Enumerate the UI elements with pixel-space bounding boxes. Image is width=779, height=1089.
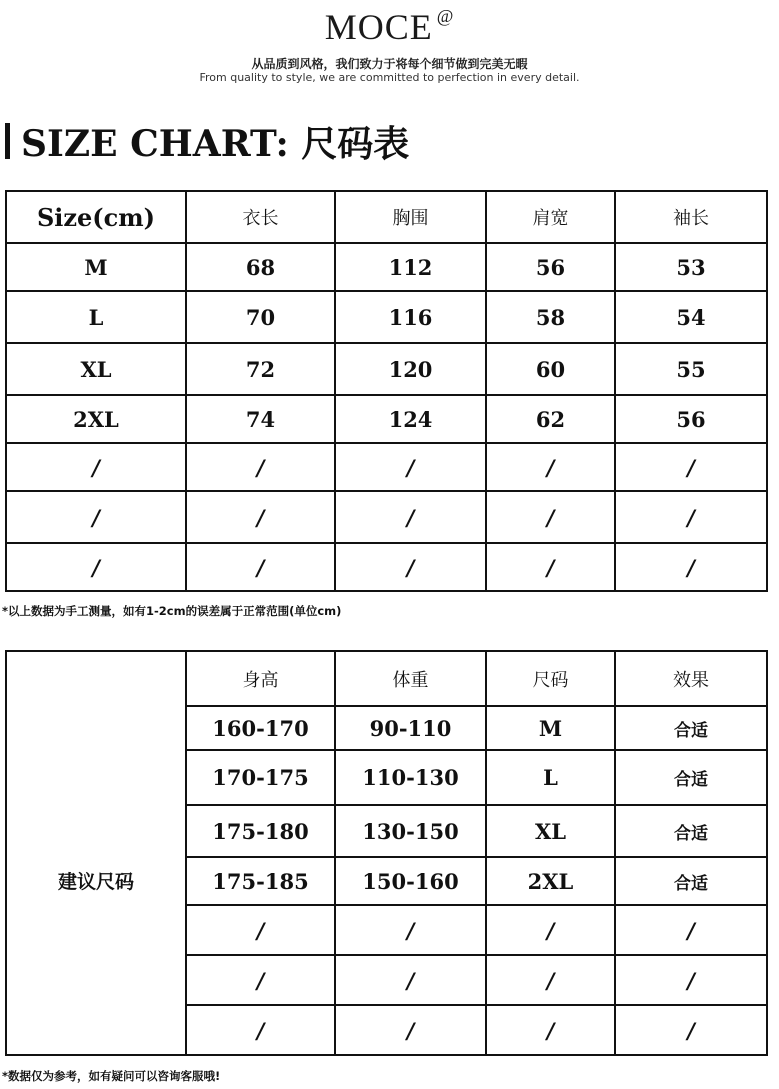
cell-size-code: XL (486, 805, 615, 857)
title-bar (5, 123, 10, 159)
cell-chest: / (335, 491, 486, 543)
table-row (6, 243, 767, 291)
header-shoulder: 肩宽 (486, 191, 615, 243)
cell-sleeve: / (615, 491, 767, 543)
cell-shoulder: / (486, 543, 615, 591)
header-height: 身高 (186, 651, 335, 706)
cell-sleeve: 53 (615, 243, 767, 291)
cell-sleeve: / (615, 543, 767, 591)
cell-height: 170-175 (186, 750, 335, 805)
cell-weight: / (335, 1005, 486, 1055)
cell-shoulder: 56 (486, 243, 615, 291)
cell-effect: 合适 (615, 750, 767, 805)
page-title (5, 116, 409, 166)
cell-size: / (6, 443, 186, 491)
table-row (6, 443, 767, 491)
cell-sleeve: 54 (615, 291, 767, 343)
cell-weight: 150-160 (335, 857, 486, 905)
header-size-code: 尺码 (486, 651, 615, 706)
cell-chest: / (335, 543, 486, 591)
cell-height: / (186, 1005, 335, 1055)
cell-length: 72 (186, 343, 335, 395)
cell-size-code: / (486, 1005, 615, 1055)
cell-shoulder: 62 (486, 395, 615, 443)
cell-size-code: L (486, 750, 615, 805)
header-chest: 胸围 (335, 191, 486, 243)
cell-size: L (6, 291, 186, 343)
cell-size: XL (6, 343, 186, 395)
table-row (6, 395, 767, 443)
cell-height: / (186, 955, 335, 1005)
cell-weight: / (335, 905, 486, 955)
table-row (6, 291, 767, 343)
cell-sleeve: 55 (615, 343, 767, 395)
recommend-size-label: 建议尺码 (6, 706, 186, 1055)
header-effect: 效果 (615, 651, 767, 706)
cell-size: / (6, 543, 186, 591)
cell-height: 175-185 (186, 857, 335, 905)
cell-size: / (6, 491, 186, 543)
cell-effect: / (615, 905, 767, 955)
table-row (6, 491, 767, 543)
cell-effect: 合适 (615, 857, 767, 905)
cell-shoulder: 60 (486, 343, 615, 395)
cell-shoulder: 58 (486, 291, 615, 343)
cell-effect: 合适 (615, 706, 767, 750)
cell-length: 74 (186, 395, 335, 443)
cell-effect: 合适 (615, 805, 767, 857)
cell-shoulder: / (486, 491, 615, 543)
cell-sleeve: 56 (615, 395, 767, 443)
page-title-text: SIZE CHART: 尺码表 (21, 122, 410, 165)
brand-name: MOCE (324, 7, 433, 47)
recommend-table-header (6, 651, 767, 706)
cell-chest: 120 (335, 343, 486, 395)
cell-height: 175-180 (186, 805, 335, 857)
cell-length: / (186, 491, 335, 543)
cell-length: 68 (186, 243, 335, 291)
cell-size-code: / (486, 955, 615, 1005)
tagline-chinese: 从品质到风格，我们致力于将每个细节做到完美无暇 (251, 57, 528, 71)
cell-sleeve: / (615, 443, 767, 491)
cell-length: 70 (186, 291, 335, 343)
header-length: 衣长 (186, 191, 335, 243)
table-row (6, 343, 767, 395)
cell-chest: 124 (335, 395, 486, 443)
cell-length: / (186, 443, 335, 491)
brand-logo (0, 6, 779, 48)
cell-effect: / (615, 1005, 767, 1055)
cell-weight: / (335, 955, 486, 1005)
header-sleeve: 袖长 (615, 191, 767, 243)
cell-weight: 110-130 (335, 750, 486, 805)
cell-shoulder: / (486, 443, 615, 491)
cell-size-code: / (486, 905, 615, 955)
header-weight: 体重 (335, 651, 486, 706)
cell-size: 2XL (6, 395, 186, 443)
cell-chest: 112 (335, 243, 486, 291)
cell-size: M (6, 243, 186, 291)
cell-effect: / (615, 955, 767, 1005)
cell-weight: 130-150 (335, 805, 486, 857)
cell-size-code: 2XL (486, 857, 615, 905)
cell-size-code: M (486, 706, 615, 750)
table-row (6, 543, 767, 591)
cell-height: 160-170 (186, 706, 335, 750)
cell-weight: 90-110 (335, 706, 486, 750)
cell-chest: 116 (335, 291, 486, 343)
size-chart-table (5, 190, 768, 592)
measurement-note: *以上数据为手工测量，如有1-2cm的误差属于正常范围(单位cm) (2, 604, 342, 618)
cell-height: / (186, 905, 335, 955)
brand-mark: @ (436, 6, 455, 26)
reference-note: *数据仅为参考，如有疑问可以咨询客服哦! (2, 1069, 221, 1083)
cell-length: / (186, 543, 335, 591)
table-row (6, 706, 767, 750)
header-size: Size(cm) (6, 191, 186, 243)
size-table-header (6, 191, 767, 243)
recommend-size-table (5, 650, 768, 1056)
label-cell-top (6, 651, 186, 706)
cell-chest: / (335, 443, 486, 491)
tagline-english: From quality to style, we are committed to perfection in every detail. (199, 71, 580, 84)
